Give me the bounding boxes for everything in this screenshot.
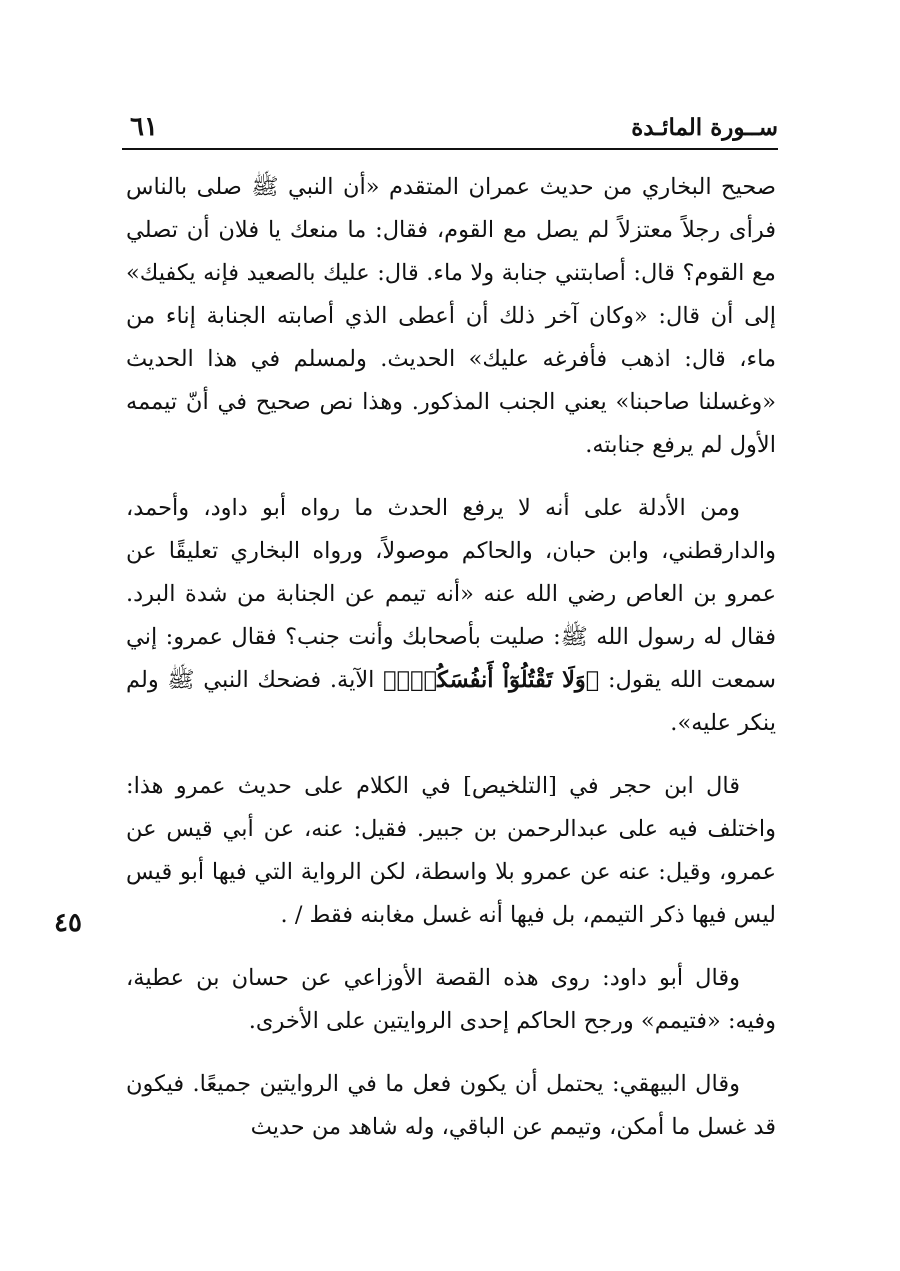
main-text: [126, 166, 776, 1169]
paragraph-2-text-after: الآية. فضحك النبي ﷺ ولم ينكر عليه».: [126, 667, 776, 736]
paragraph-2: [126, 487, 776, 745]
page-header: [122, 108, 778, 150]
paragraph-2-text-before: ومن الأدلة على أنه لا يرفع الحدث ما رواه أبو داود، وأحمد، والدارقطني، وابن حبان، والحاكم موصولاً، ورواه البخاري تعليقًا عن عمرو بن العاص رضي الله عنه «أنه تيمم عن الجنابة من شدة البرد. فقال له رسول الله ﷺ: صليت بأصحابك وأنت جنب؟ فقال عمرو: إني سمعت الله يقول:: [126, 495, 776, 693]
paragraph-4: وقال أبو داود: روى هذه القصة الأوزاعي عن حسان بن عطية، وفيه: «فتيمم» ورجح الحاكم إحدى الروايتين على الأخرى.: [126, 965, 776, 1034]
page-number: ٦١: [130, 112, 158, 142]
margin-page-reference: ٤٥: [54, 908, 82, 938]
quran-verse: ﴿وَلَا تَقْتُلُوٓاْ أَنفُسَكُمْۚ﴾: [383, 667, 600, 693]
chapter-title: ســورة المائـدة: [631, 114, 778, 141]
paragraph-3: قال ابن حجر في [التلخيص] في الكلام على حديث عمرو هذا: واختلف فيه على عبدالرحمن بن جبير. فقيل: عنه، عن أبي قيس عن عمرو، وقيل: عنه عن عمرو بلا واسطة، لكن الرواية التي فيها أبو قيس ليس فيها ذكر التيمم، بل فيها أنه غسل مغابنه فقط / .: [126, 773, 776, 928]
paragraph-5: وقال البيهقي: يحتمل أن يكون فعل ما في الروايتين جميعًا. فيكون قد غسل ما أمكن، وتيمم عن الباقي، وله شاهد من حديث: [126, 1071, 776, 1140]
paragraph-1: صحيح البخاري من حديث عمران المتقدم «أن النبي ﷺ صلى بالناس فرأى رجلاً معتزلاً لم يصل مع القوم، فقال: ما منعك يا فلان أن تصلي مع القوم؟ قال: أصابتني جنابة ولا ماء. قال: عليك بالصعيد فإنه يكفيك» إلى أن قال: «وكان آخر ذلك أن أعطى الذي أصابته الجنابة إناء من ماء، قال: اذهب فأفرغه عليك» الحديث. ولمسلم في هذا الحديث «وغسلنا صاحبنا» يعني الجنب المذكور. وهذا نص صحيح في أنّ تيممه الأول لم يرفع جنابته.: [126, 174, 776, 458]
